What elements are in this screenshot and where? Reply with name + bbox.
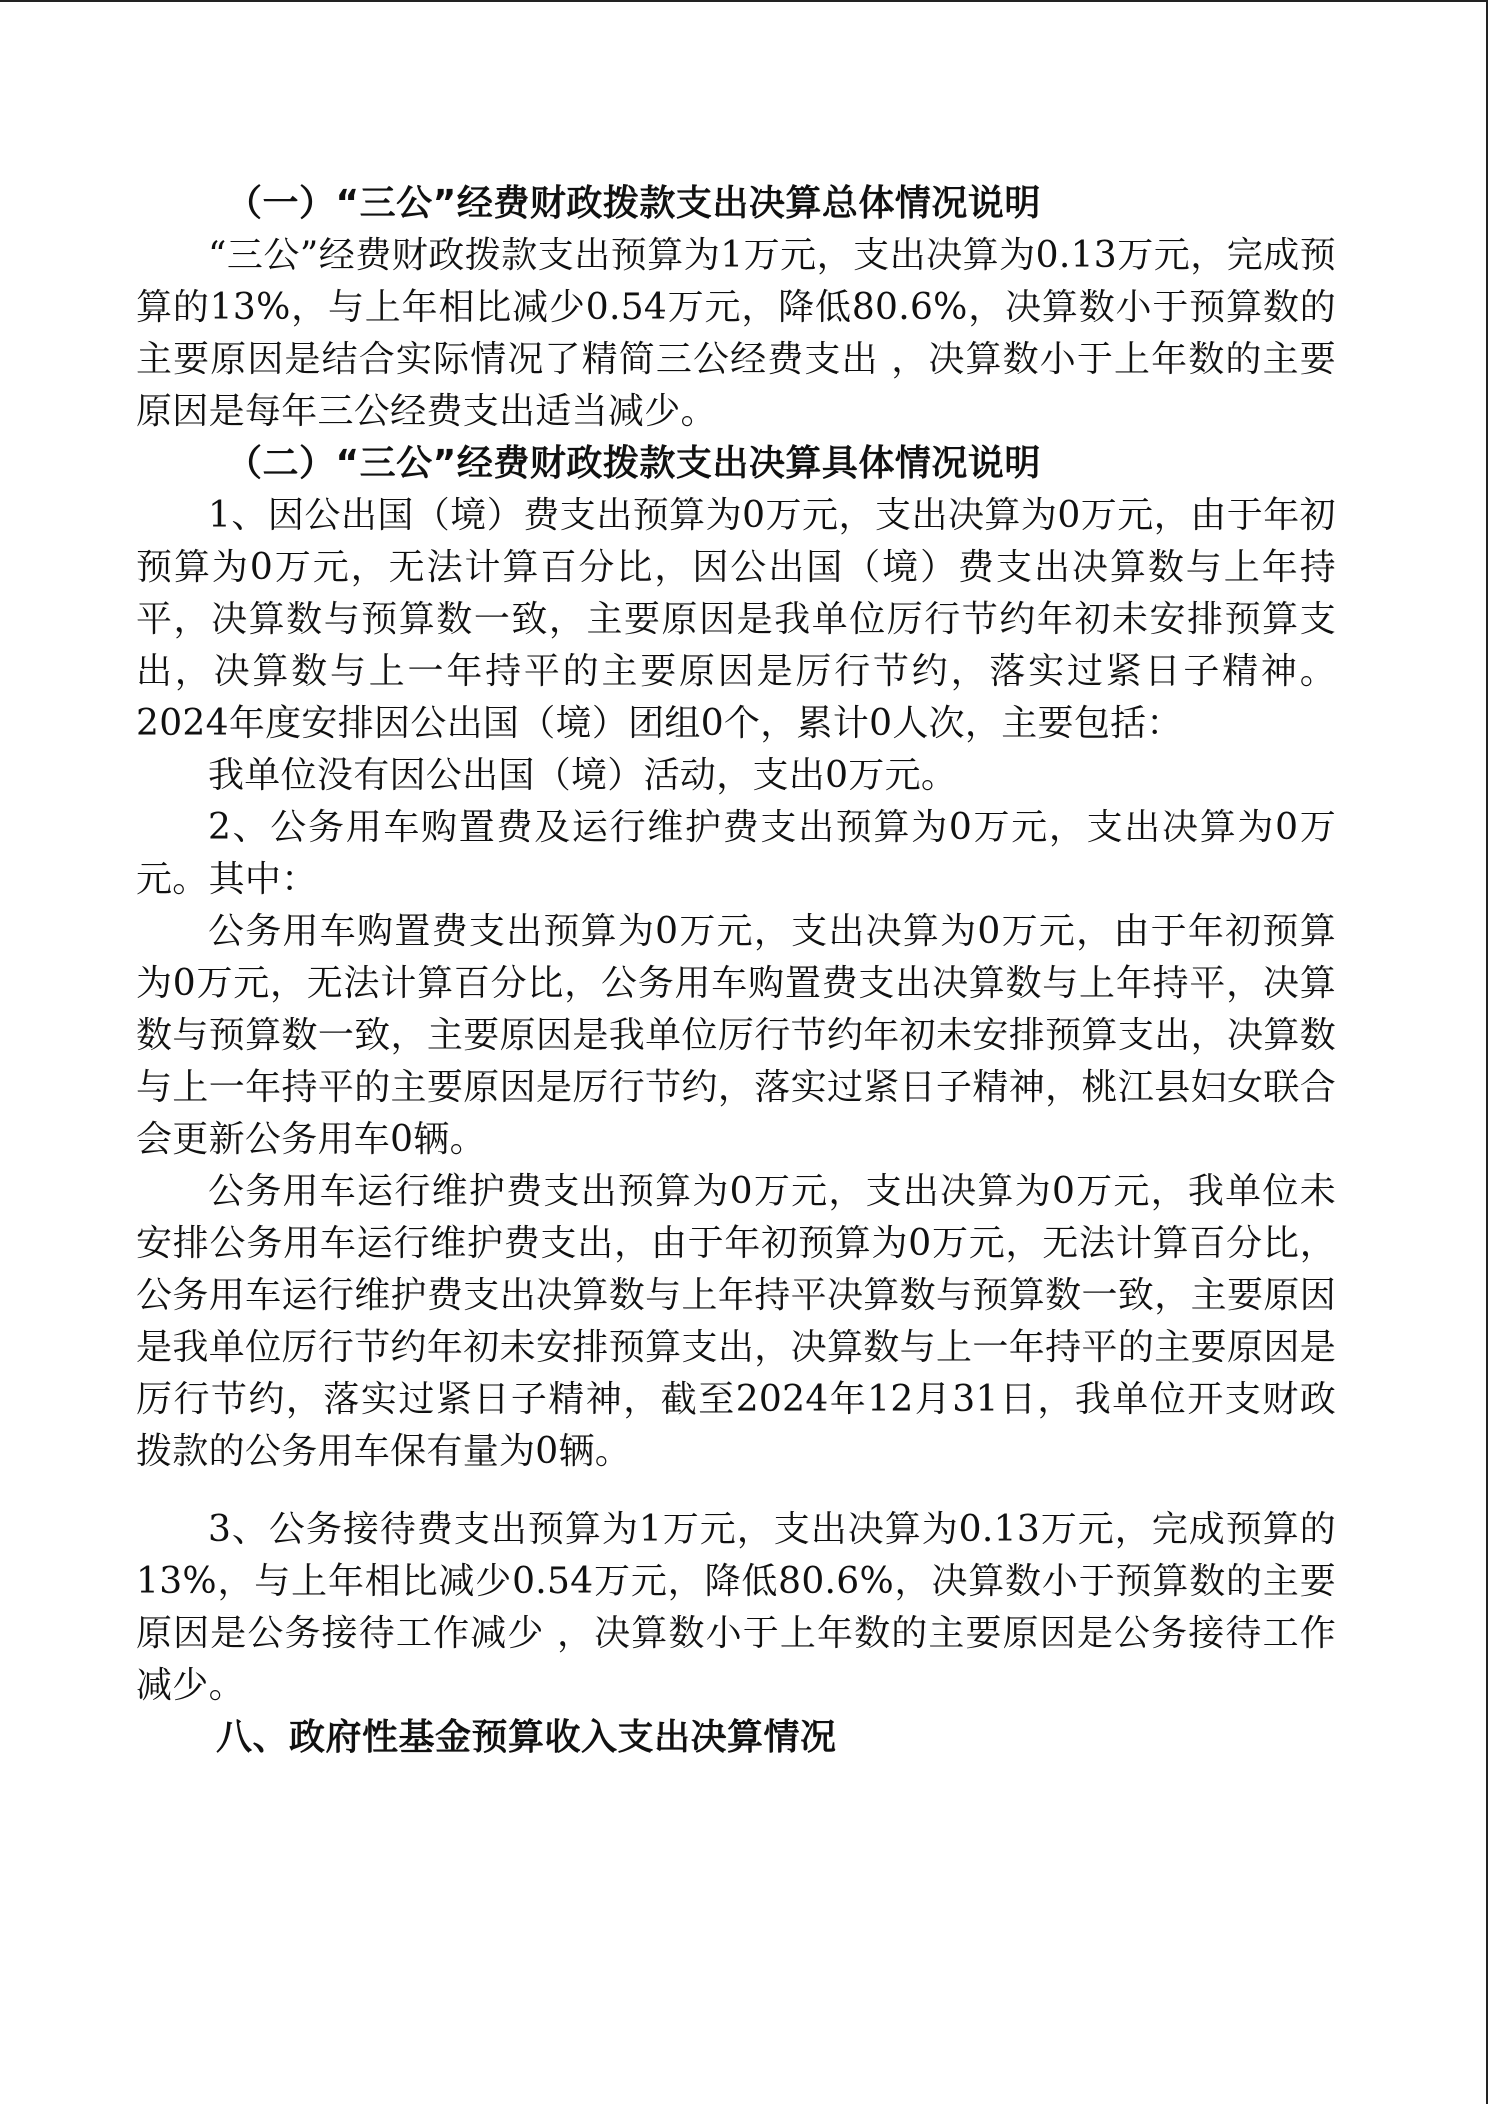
spacer bbox=[136, 1478, 1336, 1504]
section-heading-details: （二）“三公”经费财政拨款支出决算具体情况说明 bbox=[226, 443, 1041, 484]
paragraph-reception: 3、公务接待费支出预算为1万元，支出决算为0.13万元，完成预算的13%，与上年相比减少0.54万元，降低80.6%，决算数小于预算数的主要原因是公务接待工作减少 ，决算数小于上年数的主要原因是公务接待工作减少。 bbox=[136, 1509, 1336, 1706]
paragraph-overseas-travel: 1、因公出国（境）费支出预算为0万元，支出决算为0万元，由于年初预算为0万元，无法计算百分比，因公出国（境）费支出决算数与上年持平，决算数与预算数一致，主要原因是我单位厉行节约年初未安排预算支出，决算数与上一年持平的主要原因是厉行节约，落实过紧日子精神。2024年度安排因公出国（境）团组0个，累计0人次，主要包括： bbox=[136, 495, 1336, 744]
section-heading-overall: （一）“三公”经费财政拨款支出决算总体情况说明 bbox=[226, 183, 1041, 224]
section-heading-government-fund: 八、政府性基金预算收入支出决算情况 bbox=[216, 1717, 837, 1758]
paragraph-vehicle-maintenance: 公务用车运行维护费支出预算为0万元，支出决算为0万元，我单位未安排公务用车运行维护费支出，由于年初预算为0万元，无法计算百分比，公务用车运行维护费支出决算数与上年持平决算数与预算数一致，主要原因是我单位厉行节约年初未安排预算支出，决算数与上一年持平的主要原因是厉行节约，落实过紧日子精神，截至2024年12月31日，我单位开支财政拨款的公务用车保有量为0辆。 bbox=[136, 1171, 1336, 1472]
paragraph-overseas-none: 我单位没有因公出国（境）活动，支出0万元。 bbox=[208, 755, 958, 796]
paragraph-vehicle-purchase: 公务用车购置费支出预算为0万元，支出决算为0万元，由于年初预算为0万元，无法计算百分比，公务用车购置费支出决算数与上年持平，决算数与预算数一致，主要原因是我单位厉行节约年初未安排预算支出，决算数与上一年持平的主要原因是厉行节约，落实过紧日子精神，桃江县妇女联合会更新公务用车0辆。 bbox=[136, 911, 1336, 1160]
page-border-top bbox=[0, 0, 1488, 2]
paragraph-overall: “三公”经费财政拨款支出预算为1万元，支出决算为0.13万元，完成预算的13%，与上年相比减少0.54万元，降低80.6%，决算数小于预算数的主要原因是结合实际情况了精简三公经费支出 ，决算数小于上年数的主要原因是每年三公经费支出适当减少。 bbox=[136, 235, 1336, 432]
document-page bbox=[136, 178, 1336, 1764]
paragraph-vehicle-summary: 2、公务用车购置费及运行维护费支出预算为0万元，支出决算为0万元。其中： bbox=[136, 807, 1336, 900]
